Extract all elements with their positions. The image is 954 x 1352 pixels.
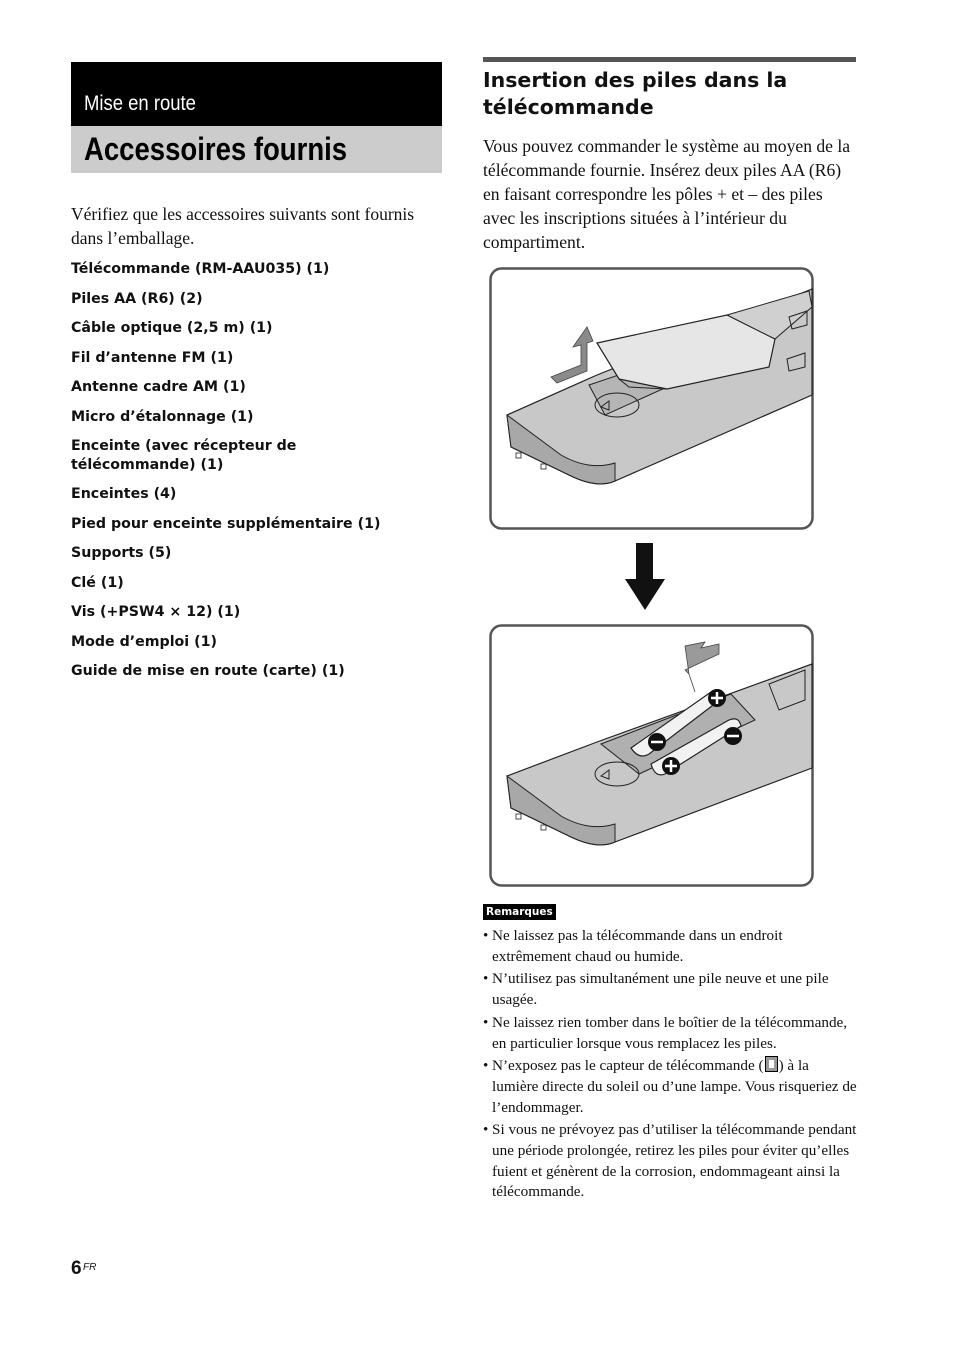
battery-section-title: Insertion des piles dans la télécommande xyxy=(483,68,788,119)
minus-icon xyxy=(648,733,666,751)
accessory-item: Micro d’étalonnage (1) xyxy=(71,409,254,425)
note-item: • Ne laissez pas la télécommande dans un endroit extrêmement chaud ou humide. xyxy=(483,927,783,965)
note-item: • N’exposez pas le capteur de télécommande ( ) à la lumière directe du soleil ou d’une lampe. Vous risqueriez de l’endommager. xyxy=(483,1057,857,1116)
accessory-item: Enceinte (avec récepteur de télécommande) (1) xyxy=(71,438,297,473)
accessory-item: Pied pour enceinte supplémentaire (1) xyxy=(71,516,381,532)
plus-icon xyxy=(662,757,680,775)
accessory-item: Vis (+PSW4 × 12) (1) xyxy=(71,604,241,620)
arrow-down-icon xyxy=(624,543,666,611)
note-item: • Si vous ne prévoyez pas d’utiliser la télécommande pendant une période prolongée, retirez les piles pour éviter qu’elles fuient et génèrent de la corrosion, endommageant ainsi la télécommande. xyxy=(483,1121,857,1201)
battery-insertion-illustration xyxy=(489,624,815,888)
note-item: • Ne laissez rien tomber dans le boîtier de la télécommande, en particulier lorsque vous remplacez les piles. xyxy=(483,1013,848,1052)
notes-label: Remarques xyxy=(483,904,556,920)
page-title: Accessoires fournis xyxy=(84,131,348,167)
page-language: FR xyxy=(83,1262,97,1273)
accessory-item: Enceintes (4) xyxy=(71,486,177,502)
accessory-item: Piles AA (R6) (2) xyxy=(71,291,203,307)
section-rule xyxy=(483,57,856,62)
remote-cover-removal-illustration xyxy=(489,267,815,531)
accessory-item: Clé (1) xyxy=(71,575,124,591)
notes-list xyxy=(483,926,857,1205)
section-header xyxy=(71,62,442,126)
accessory-item: Supports (5) xyxy=(71,545,172,561)
note-item: • N’utilisez pas simultanément une pile neuve et une pile usagée. xyxy=(483,970,829,1009)
minus-icon xyxy=(724,727,742,745)
plus-icon xyxy=(708,689,726,707)
accessory-item: Câble optique (2,5 m) (1) xyxy=(71,320,273,336)
accessory-item: Fil d’antenne FM (1) xyxy=(71,350,234,366)
accessory-item: Guide de mise en route (carte) (1) xyxy=(71,663,345,679)
accessory-item: Mode d’emploi (1) xyxy=(71,634,217,650)
page-number: 6 xyxy=(71,1258,82,1279)
accessory-item: Télécommande (RM-AAU035) (1) xyxy=(71,261,330,277)
accessory-item: Antenne cadre AM (1) xyxy=(71,379,246,395)
battery-section-body: Vous pouvez commander le système au moyen de la télécommande fournie. Insérez deux piles AA (R6) en faisant correspondre les pôles + et – des piles avec les inscriptions situées à l’intérieur du compartiment. xyxy=(483,136,851,252)
remote-sensor-icon xyxy=(765,1056,778,1072)
intro-paragraph: Vérifiez que les accessoires suivants sont fournis dans l’emballage. xyxy=(71,204,415,248)
section-title: Mise en route xyxy=(84,92,196,115)
page-title-bar xyxy=(71,126,442,173)
